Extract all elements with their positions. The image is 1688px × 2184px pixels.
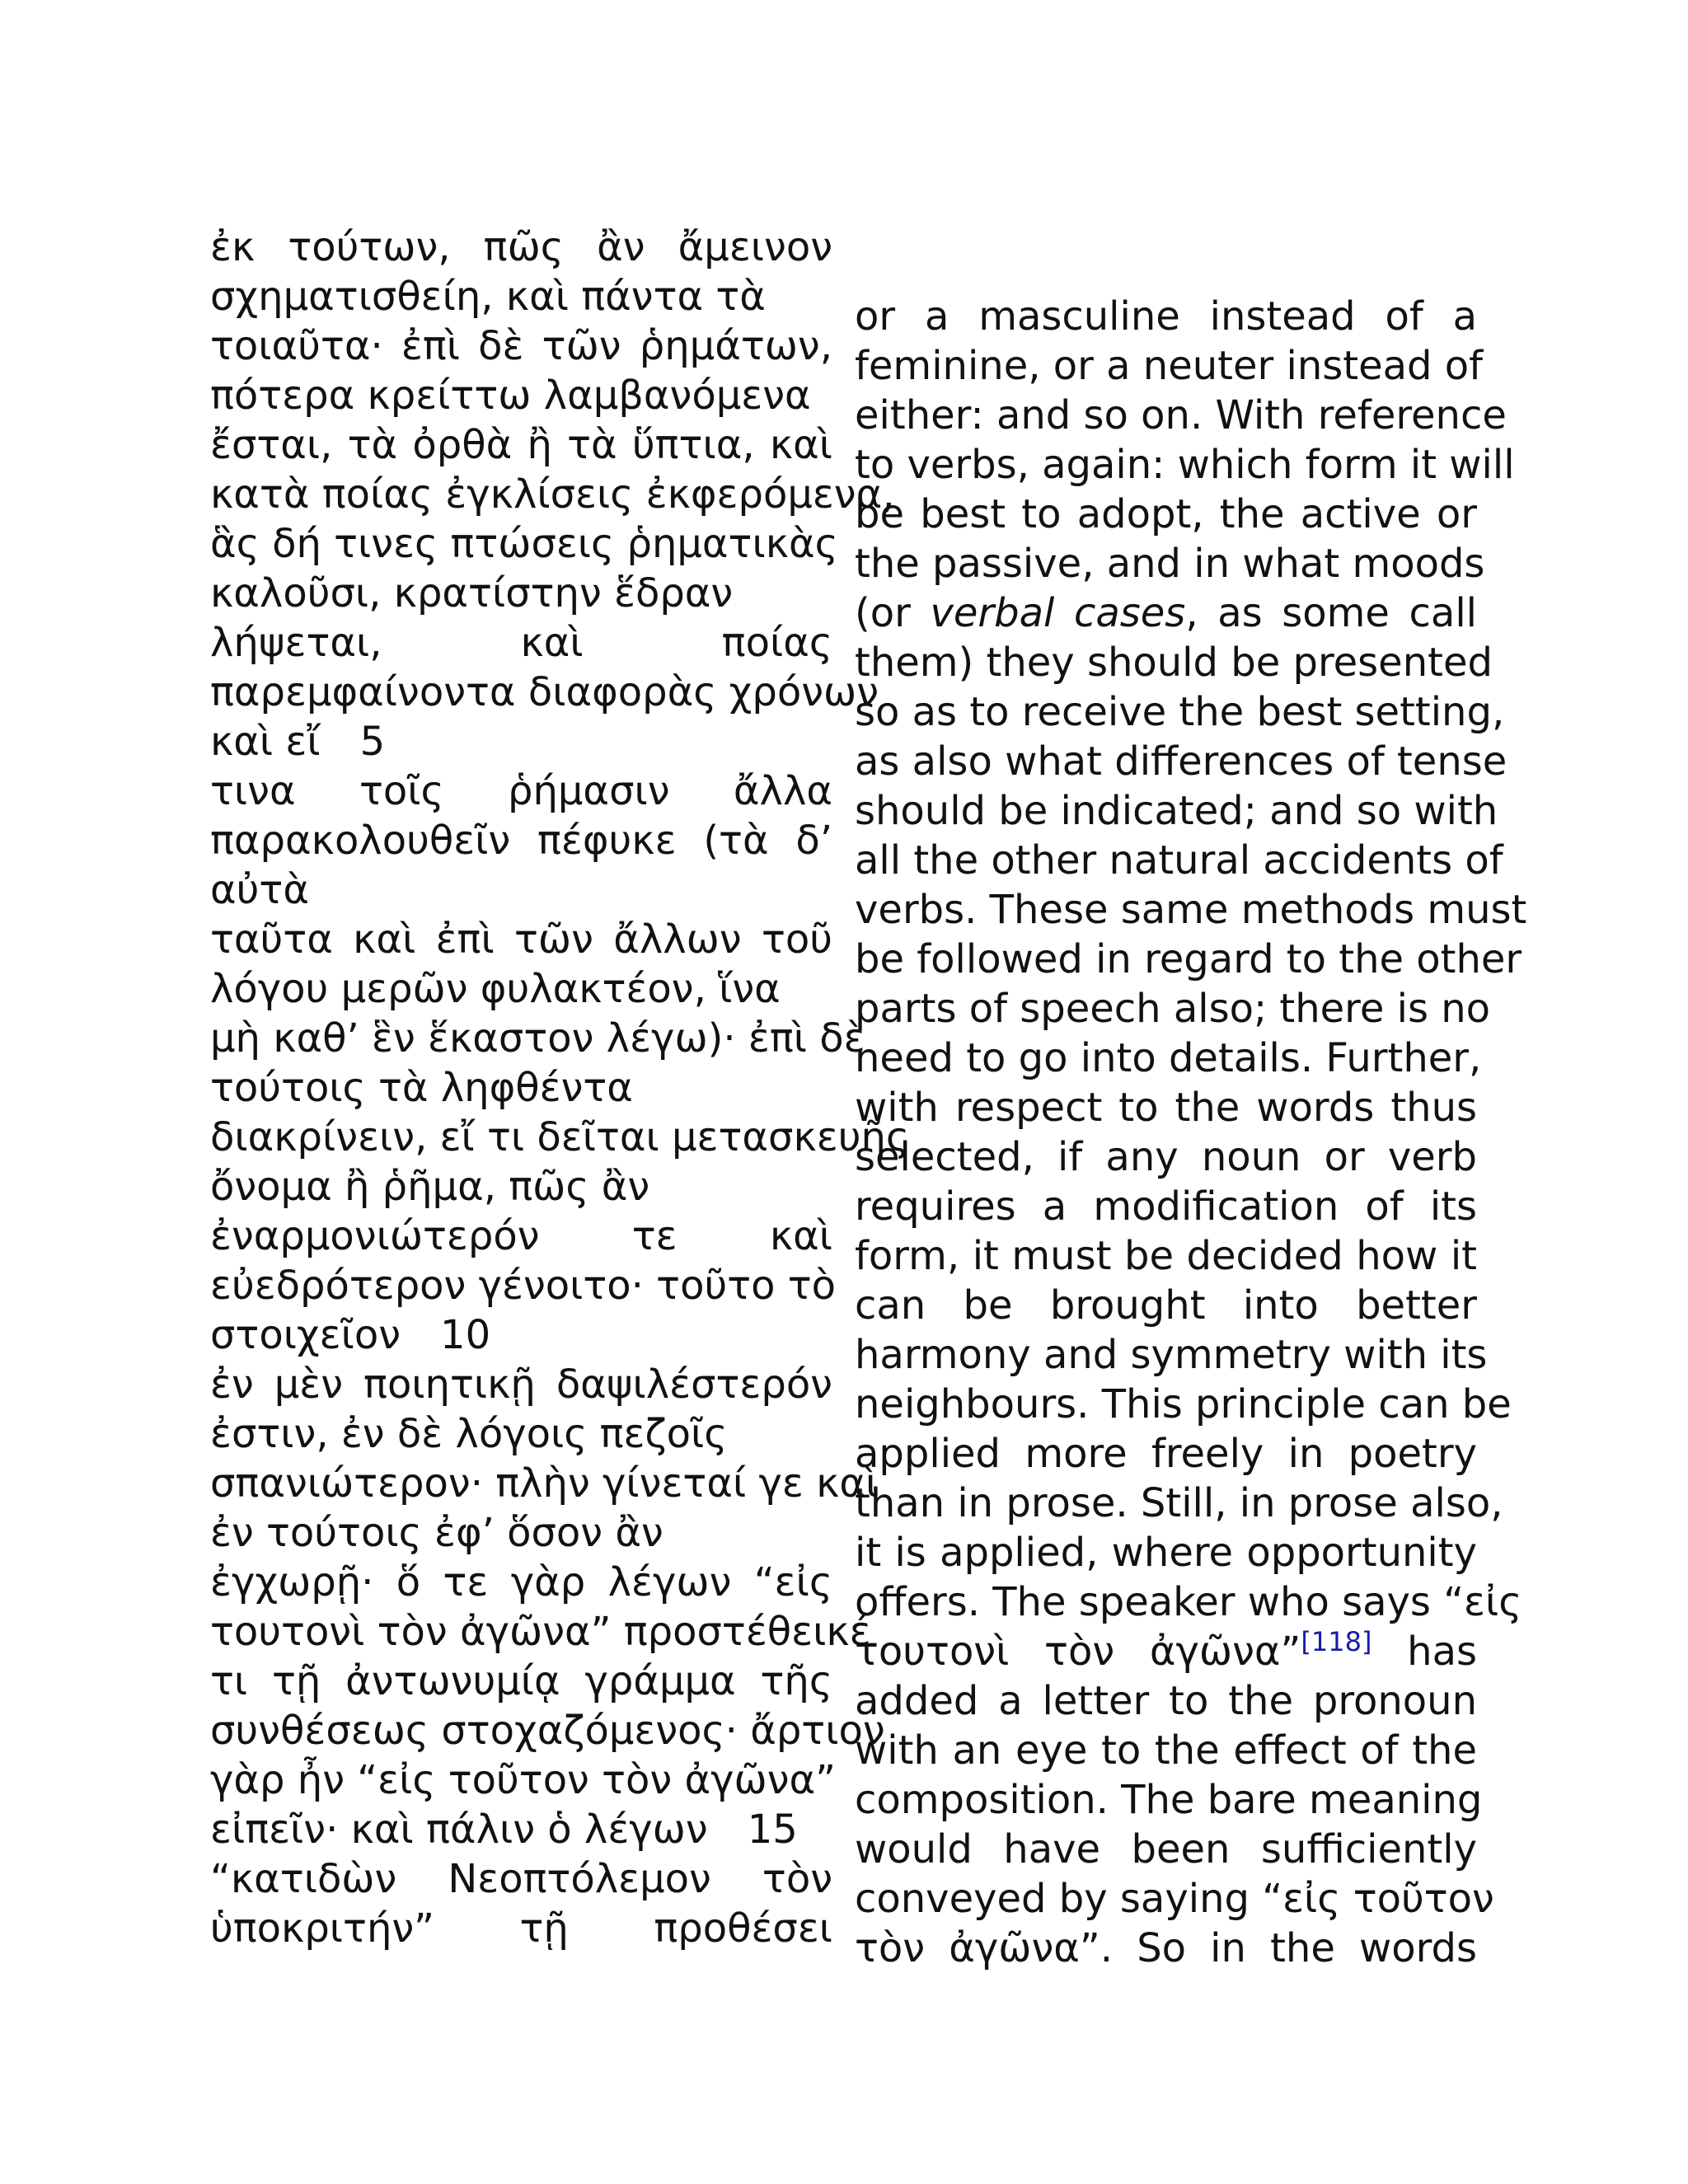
line-text: ἐγχωρῇ· ὅ τε γὰρ λέγων “εἰς (210, 1559, 832, 1605)
line-text: ἔσται, τὰ ὀρθὰ ἢ τὰ ὕπτια, καὶ (210, 422, 832, 468)
line-text: offers. The speaker who says “εἰς (855, 1579, 1522, 1625)
line-text: applied more freely in poetry (855, 1431, 1477, 1477)
line-text: selected, if any noun or verb (855, 1134, 1477, 1180)
english-line (855, 1281, 1477, 1330)
line-text: ταῦτα καὶ ἐπὶ τῶν ἄλλων τοῦ (210, 916, 832, 963)
english-line (855, 638, 1493, 687)
line-text: than in prose. Still, in prose also, (855, 1480, 1503, 1526)
english-line (855, 1627, 1477, 1676)
english-line (855, 1726, 1477, 1775)
english-line (855, 1033, 1482, 1083)
english-line (855, 1083, 1477, 1132)
line-text: be followed in regard to the other (855, 936, 1522, 982)
greek-line (210, 717, 832, 766)
greek-line (210, 371, 832, 420)
greek-line (210, 1755, 837, 1805)
line-text: πότερα κρείττω λαμβανόμενα (210, 373, 811, 419)
line-text: τούτοις τὰ ληφθέντα (210, 1065, 633, 1111)
line-text: ἐν μὲν ποιητικῇ δαψιλέστερόν (210, 1361, 832, 1408)
english-line (855, 490, 1477, 539)
english-line (855, 1132, 1477, 1182)
greek-line (210, 865, 832, 915)
line-text: ὑποκριτήν” τῇ προθέσει (210, 1905, 832, 1952)
english-line (855, 1231, 1477, 1281)
line-text: need to go into details. Further, (855, 1035, 1482, 1081)
greek-line (210, 1706, 885, 1755)
line-text: verbs. These same methods must (855, 887, 1527, 933)
english-line (855, 1874, 1494, 1924)
english-line (855, 1676, 1477, 1726)
line-text: would have been sufficiently (855, 1826, 1477, 1872)
english-line (855, 1182, 1477, 1231)
english-line (855, 1528, 1477, 1577)
line-text: has (1372, 1629, 1477, 1675)
line-text: σχηματισθείη, καὶ πάντα τὰ (210, 274, 766, 320)
greek-line (210, 1063, 832, 1113)
greek-line (210, 1459, 879, 1508)
line-text: with respect to the words thus (855, 1085, 1477, 1131)
line-text: λόγου μερῶν φυλακτέον, ἵνα (210, 966, 781, 1012)
line-text: εὐεδρότερον γένοιτο· τοῦτο τὸ (210, 1263, 836, 1309)
line-text: ἐναρμονιώτερόν τε καὶ (210, 1213, 832, 1259)
line-text: them) they should be presented (855, 640, 1493, 686)
line-text: εἰπεῖν· καὶ πάλιν ὁ λέγων (210, 1807, 708, 1853)
line-text: added a letter to the pronoun (855, 1678, 1477, 1724)
line-text: τὸν ἀγῶνα”. So in the words (855, 1925, 1477, 1971)
greek-line (210, 1014, 865, 1063)
english-line (855, 1924, 1477, 1973)
english-line (855, 836, 1503, 885)
english-line (855, 984, 1491, 1033)
greek-line (210, 1261, 836, 1310)
line-text: καὶ εἴ (210, 719, 321, 765)
greek-line (210, 223, 832, 272)
line-text: ἐκ τούτων, πῶς ἂν ἄμεινον (210, 224, 832, 270)
line-text: be best to adopt, the active or (855, 491, 1477, 537)
english-line (855, 687, 1505, 737)
greek-line (210, 321, 832, 371)
english-line (855, 1825, 1477, 1874)
line-text: σπανιώτερον· πλὴν γίνεταί γε καὶ (210, 1460, 879, 1507)
english-line (855, 1330, 1488, 1380)
line-text: parts of speech also; there is no (855, 986, 1491, 1032)
line-text: στοιχεῖον (210, 1312, 401, 1358)
english-translation-column (855, 292, 1527, 1973)
line-text: feminine, or a neuter instead of (855, 343, 1484, 389)
line-text: τουτονὶ τὸν ἀγῶνα” προστέθεικέ (210, 1609, 871, 1655)
greek-line (210, 569, 832, 618)
line-text: τοιαῦτα· ἐπὶ δὲ τῶν ῥημάτων, (210, 323, 832, 369)
line-text: should be indicated; and so with (855, 788, 1498, 834)
line-number: 5 (359, 719, 386, 765)
greek-line (210, 1607, 871, 1657)
greek-line (210, 618, 832, 668)
english-line (855, 1429, 1477, 1479)
greek-line (210, 1162, 832, 1212)
line-text: with an eye to the effect of the (855, 1727, 1477, 1774)
line-text: so as to receive the best setting, (855, 689, 1505, 735)
line-text: form, it must be decided how it (855, 1233, 1477, 1279)
line-number: 10 (440, 1312, 491, 1358)
line-text: to verbs, again: which form it will (855, 442, 1515, 488)
greek-line (210, 1310, 832, 1360)
english-line (855, 1577, 1522, 1627)
line-text: λήψεται, καὶ ποίας (210, 620, 832, 666)
line-text: διακρίνειν, εἴ τι δεῖται μετασκευῆς (210, 1114, 910, 1160)
greek-line (210, 1409, 832, 1459)
greek-line (210, 1508, 832, 1558)
line-number: 15 (747, 1807, 798, 1853)
line-text: composition. The bare meaning (855, 1777, 1483, 1823)
greek-line (210, 915, 832, 964)
english-line (855, 1775, 1483, 1825)
line-text: ὄνομα ἢ ῥῆμα, πῶς ἂν (210, 1164, 650, 1210)
line-text: ἃς δή τινες πτώσεις ῥηματικὰς (210, 521, 838, 567)
greek-line (210, 766, 832, 816)
greek-line (210, 1657, 832, 1706)
line-text: συνθέσεως στοχαζόμενος· ἄρτιον (210, 1708, 885, 1754)
english-line (855, 1479, 1503, 1528)
line-text: παρεμφαίνοντα διαφορὰς χρόνων (210, 669, 879, 715)
line-text: παρακολουθεῖν πέφυκε (τὰ δ’ (210, 818, 832, 864)
english-line (855, 737, 1507, 786)
greek-line (210, 668, 879, 717)
line-text: γὰρ ἦν “εἰς τοῦτον τὸν ἀγῶνα” (210, 1757, 837, 1803)
english-line (855, 786, 1498, 836)
english-line (855, 391, 1507, 440)
line-text: τι τῇ ἀντωνυμίᾳ γράμμα τῆς (210, 1658, 832, 1704)
english-line (855, 440, 1515, 490)
greek-line (210, 964, 832, 1014)
line-text: as also what differences of tense (855, 738, 1507, 785)
english-line (855, 935, 1522, 984)
line-text: all the other natural accidents of (855, 837, 1503, 883)
line-text: τινα τοῖς ῥήμασιν ἄλλα (210, 768, 832, 814)
line-text: καλοῦσι, κρατίστην ἕδραν (210, 570, 734, 616)
line-text: (or (855, 590, 931, 636)
english-line (855, 1380, 1512, 1429)
line-text: μὴ καθ’ ἓν ἕκαστον λέγω)· ἐπὶ δὲ (210, 1015, 865, 1062)
greek-line (210, 272, 832, 321)
line-text: ἐστιν, ἐν δὲ λόγοις πεζοῖς (210, 1411, 728, 1457)
greek-line (210, 1212, 832, 1261)
english-line (855, 292, 1477, 341)
greek-line (210, 1113, 910, 1162)
english-line (855, 885, 1527, 935)
greek-line (210, 1904, 832, 1953)
english-line (855, 588, 1477, 638)
line-text: it is applied, where opportunity (855, 1530, 1477, 1576)
line-text: conveyed by saying “εἰς τοῦτον (855, 1876, 1494, 1922)
line-text: ἐν τούτοις ἐφ’ ὅσον ἂν (210, 1510, 663, 1556)
line-text: or a masculine instead of a (855, 293, 1477, 340)
footnote-link[interactable]: [118] (1301, 1626, 1372, 1657)
greek-line (210, 1558, 832, 1607)
line-text: harmony and symmetry with its (855, 1332, 1488, 1378)
line-text: αὐτὰ (210, 867, 309, 913)
line-text: κατὰ ποίας ἐγκλίσεις ἐκφερόμενα, (210, 471, 895, 518)
english-line (855, 341, 1484, 391)
english-line (855, 539, 1485, 588)
greek-line (210, 816, 832, 865)
line-text: , as some call (1185, 590, 1478, 636)
greek-line (210, 1360, 832, 1409)
line-text: can be brought into better (855, 1282, 1477, 1329)
greek-line (210, 1854, 832, 1904)
line-text: requires a modification of its (855, 1183, 1477, 1230)
greek-line (210, 519, 838, 569)
line-text: either: and so on. With reference (855, 392, 1507, 438)
greek-line (210, 420, 832, 470)
line-text: neighbours. This principle can be (855, 1381, 1512, 1427)
line-text: the passive, and in what moods (855, 541, 1485, 587)
greek-line (210, 1805, 832, 1854)
greek-line (210, 470, 895, 519)
line-text: “κατιδὼν Νεοπτόλεμον τὸν (210, 1856, 832, 1902)
italic-term: verbal cases (930, 590, 1186, 636)
line-text: τουτονὶ τὸν ἀγῶνα” (855, 1629, 1301, 1675)
